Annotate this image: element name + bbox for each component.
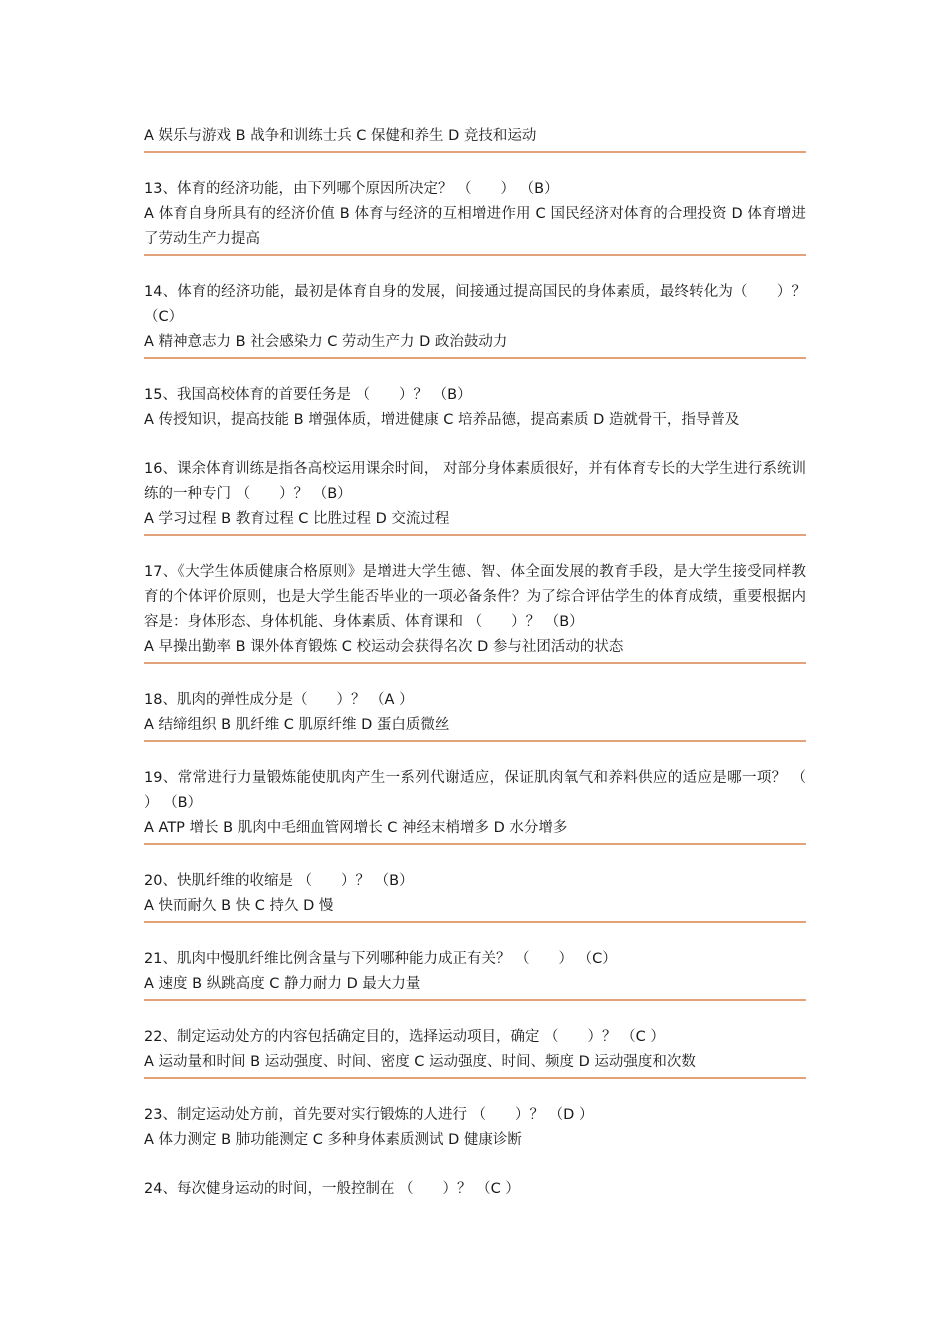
- question-text: 16、课余体育训练是指各高校运用课余时间， 对部分身体素质很好，并有体育专长的大学生进行系统训练的一种专门 （ ）？ （B）: [144, 461, 806, 502]
- question-block-20: [144, 869, 806, 923]
- options-text: A 速度 B 纵跳高度 C 静力耐力 D 最大力量: [144, 976, 421, 992]
- question-text: 14、体育的经济功能，最初是体育自身的发展，间接通过提高国民的身体素质，最终转化为（ ）？ （C）: [144, 284, 806, 325]
- question-block-12: [144, 124, 806, 153]
- options-text: A 结缔组织 B 肌纤维 C 肌原纤维 D 蛋白质微丝: [144, 717, 450, 733]
- question-text: 21、肌肉中慢肌纤维比例含量与下列哪种能力成正有关？ （ ） （C）: [144, 951, 617, 967]
- options-text: A 传授知识，提高技能 B 增强体质，增进健康 C 培养品德，提高素质 D 造就骨干，指导普及: [144, 412, 740, 428]
- question-text: 19、常常进行力量锻炼能使肌肉产生一系列代谢适应，保证肌肉氧气和养料供应的适应是哪一项？ （ ） （B）: [144, 770, 835, 811]
- question-block-13: [144, 177, 806, 256]
- question-block-24: [144, 1177, 806, 1202]
- question-text: 20、快肌纤维的收缩是 （ ）？ （B）: [144, 873, 414, 889]
- options-text: A 快而耐久 B 快 C 持久 D 慢: [144, 898, 334, 914]
- options-text: A 娱乐与游戏 B 战争和训练士兵 C 保健和养生 D 竞技和运动: [144, 128, 537, 144]
- options-text: A 运动量和时间 B 运动强度、时间、密度 C 运动强度、时间、频度 D 运动强度和次数: [144, 1054, 696, 1070]
- document-page: [144, 124, 835, 1202]
- question-block-15: [144, 383, 806, 433]
- question-block-14: [144, 280, 806, 359]
- question-block-19: [144, 766, 835, 845]
- question-text: 23、制定运动处方前，首先要对实行锻炼的人进行 （ ）？ （D ）: [144, 1107, 594, 1123]
- options-text: A 精神意志力 B 社会感染力 C 劳动生产力 D 政治鼓动力: [144, 334, 508, 350]
- question-block-17: [144, 560, 806, 664]
- question-block-22: [144, 1025, 806, 1079]
- question-text: 24、每次健身运动的时间，一般控制在 （ ）？ （C ）: [144, 1181, 520, 1197]
- question-text: 17、《大学生体质健康合格原则》是增进大学生德、智、体全面发展的教育手段，是大学生接受同样教育的个体评价原则，也是大学生能否毕业的一项必备条件？为了综合评估学生的体育成绩，重要根据内容是：身体形态、身体机能、身体素质、体育课和 （ ）？ （B）: [144, 564, 806, 630]
- question-text: 18、肌肉的弹性成分是（ ）？ （A ）: [144, 692, 414, 708]
- options-text: A 体力测定 B 肺功能测定 C 多种身体素质测试 D 健康诊断: [144, 1132, 522, 1148]
- question-text: 13、体育的经济功能，由下列哪个原因所决定？ （ ） （B）: [144, 181, 559, 197]
- options-text: A 早操出勤率 B 课外体育锻炼 C 校运动会获得名次 D 参与社团活动的状态: [144, 639, 624, 655]
- question-text: 22、制定运动处方的内容包括确定目的，选择运动项目，确定 （ ）？ （C ）: [144, 1029, 665, 1045]
- question-block-16: [144, 457, 806, 536]
- options-text: A ATP 增长 B 肌肉中毛细血管网增长 C 神经末梢增多 D 水分增多: [144, 820, 568, 836]
- question-block-18: [144, 688, 806, 742]
- options-text: A 体育自身所具有的经济价值 B 体育与经济的互相增进作用 C 国民经济对体育的合理投资 D 体育增进了劳动生产力提高: [144, 206, 806, 247]
- options-text: A 学习过程 B 教育过程 C 比胜过程 D 交流过程: [144, 511, 450, 527]
- question-text: 15、我国高校体育的首要任务是 （ ）？ （B）: [144, 387, 472, 403]
- question-block-21: [144, 947, 806, 1001]
- question-block-23: [144, 1103, 806, 1153]
